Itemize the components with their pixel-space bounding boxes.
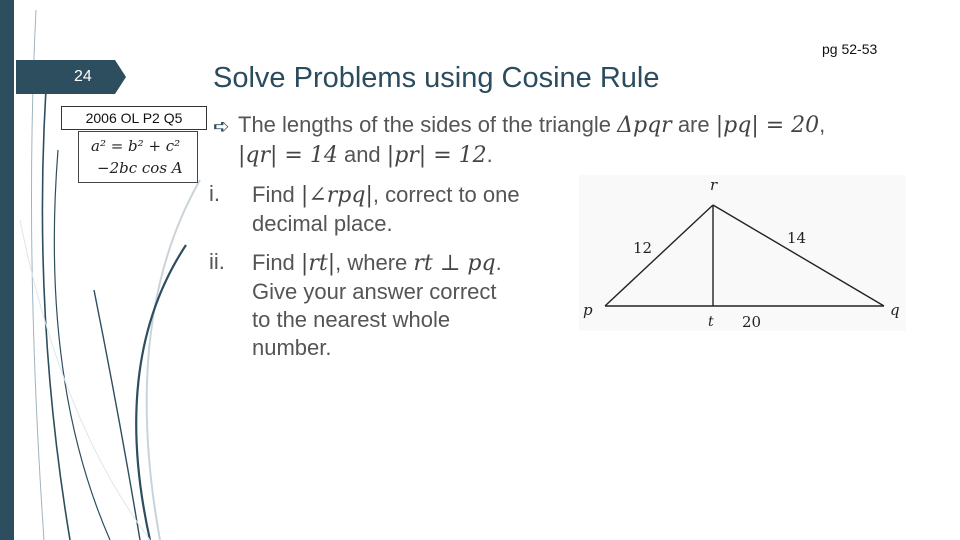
source-label: 2006 OL P2 Q5 [61,106,207,130]
formula-line-2: −2bc cos A [97,159,183,177]
question-number-i: i. [209,181,220,206]
formula-line-1: a² = b² + c² [91,137,181,155]
side-qr-length: 14 [787,229,807,247]
side-pr-length: 12 [633,239,653,257]
page-title: Solve Problems using Cosine Rule [213,62,660,94]
question-ii: Find |rt|, where rt ⊥ pq. Give your answer correct to the nearest whole number. [252,250,502,360]
slide-number-tab [16,60,126,94]
side-pr [605,205,713,306]
side-qr [713,205,884,306]
side-pq-length: 20 [742,313,762,331]
problem-statement: The lengths of the sides of the triangle Δpqr are |pq| = 20, |qr| = 14 and |pr| = 12. [238,112,826,168]
slide-number: 24 [74,68,92,85]
question-number-ii: ii. [209,249,225,274]
vertex-r-label: r [710,176,718,194]
vertex-p-label: p [583,301,593,319]
triangle-diagram [579,175,906,331]
vertex-q-label: q [890,301,900,319]
page-reference: pg 52-53 [822,41,878,57]
vertex-t-label: t [708,314,714,330]
triangle-svg [579,175,906,331]
arrow-bullet-icon: ➪ [213,116,230,138]
question-i: Find |∠rpq|, correct to one decimal place. [252,182,520,236]
cosine-rule-formula [78,131,198,183]
